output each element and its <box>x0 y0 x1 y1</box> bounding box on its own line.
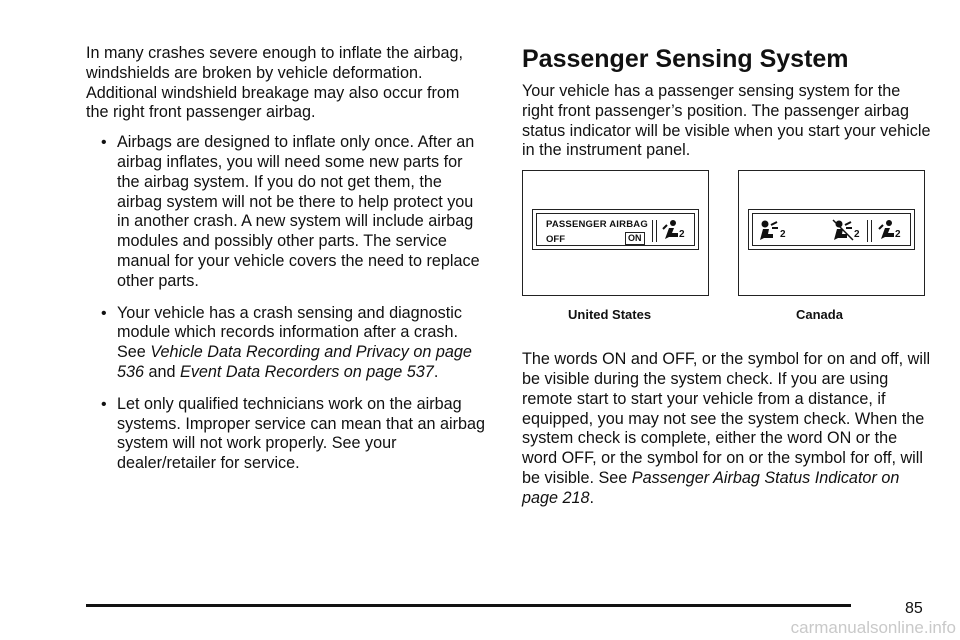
section-heading: Passenger Sensing System <box>522 45 849 73</box>
footer-rule <box>86 604 851 607</box>
bullet-item <box>86 395 486 474</box>
divider <box>652 220 657 242</box>
bullet-text: Let only qualified technicians work on the airbag systems. Improper service can mean that an airbag system will not work properly. See your dealer/retailer for service. <box>117 394 485 473</box>
passenger-seat-icon <box>877 219 897 241</box>
bullet-dot-icon: • <box>101 304 107 322</box>
off-label: OFF <box>546 234 565 246</box>
bullet-dot-icon: • <box>101 134 107 152</box>
bullet-text: . <box>433 362 439 381</box>
intro-paragraph: In many crashes severe enough to inflate the airbag, windshields are broken by vehicle deformation. Additional windshield breakage may also occur from the right front passenger airbag. <box>86 44 464 122</box>
bullet-text: and <box>144 362 181 381</box>
figure-united-states <box>522 170 709 323</box>
cross-reference-link[interactable]: Event Data Recorders on page 537 <box>180 362 434 381</box>
bullet-item <box>86 304 486 383</box>
right-column <box>522 44 932 509</box>
body-paragraph <box>522 350 932 508</box>
bullet-list <box>86 133 486 474</box>
bullet-dot-icon: • <box>101 395 107 413</box>
indicator-panel <box>532 209 699 250</box>
bullet-text: Airbags are designed to inflate only once. After an airbag inflates, you will need some new parts for the airbag system. If you do not get them, the airbag system will not be there to help protect you in another crash. A new system will include airbag modules and possibly other parts. The service manual for your vehicle covers the need to replace other parts. <box>117 133 480 290</box>
passenger-on-icon <box>758 219 780 241</box>
seat-position-number: 2 <box>895 229 901 241</box>
figure-caption: Canada <box>796 307 843 323</box>
seat-position-number: 2 <box>780 229 786 241</box>
figure-caption: United States <box>568 307 652 323</box>
indicator-panel <box>748 209 915 250</box>
passenger-airbag-label: PASSENGER AIRBAG <box>546 219 648 231</box>
passenger-off-icon <box>832 219 854 241</box>
left-column <box>86 44 486 486</box>
seat-position-number: 2 <box>854 229 860 241</box>
intro-paragraph: Your vehicle has a passenger sensing system for the right front passenger’s position. The passenger airbag status indicator will be visible when you start your vehicle in the instrument panel. <box>522 82 931 160</box>
indicator-figures <box>522 170 932 340</box>
passenger-seat-icon <box>661 219 681 241</box>
paragraph-text: The words ON and OFF, or the symbol for on and off, will be visible during the system check. If you are using remote start to start your vehicle from a distance, if equipped, you may not see the system check. When the system check is complete, either the word ON or the word OFF, or the symbol for on or the symbol for off, will be visible. See <box>522 350 931 487</box>
bullet-item <box>86 133 486 291</box>
figure-canada <box>738 170 925 323</box>
paragraph-text: . <box>589 488 595 507</box>
page-number: 85 <box>905 600 923 617</box>
on-label: ON <box>625 232 645 245</box>
cross-reference-link[interactable]: Passenger Airbag Status Indicator on page 218 <box>522 468 900 507</box>
seat-position-number: 2 <box>679 229 685 241</box>
watermark: carmanualsonline.info <box>790 618 956 637</box>
bullet-text: Your vehicle has a crash sensing and diagnostic module which records information after a crash. See <box>117 303 462 362</box>
cross-reference-link[interactable]: Vehicle Data Recording and Privacy on page 536 <box>117 343 472 381</box>
divider <box>867 220 872 242</box>
